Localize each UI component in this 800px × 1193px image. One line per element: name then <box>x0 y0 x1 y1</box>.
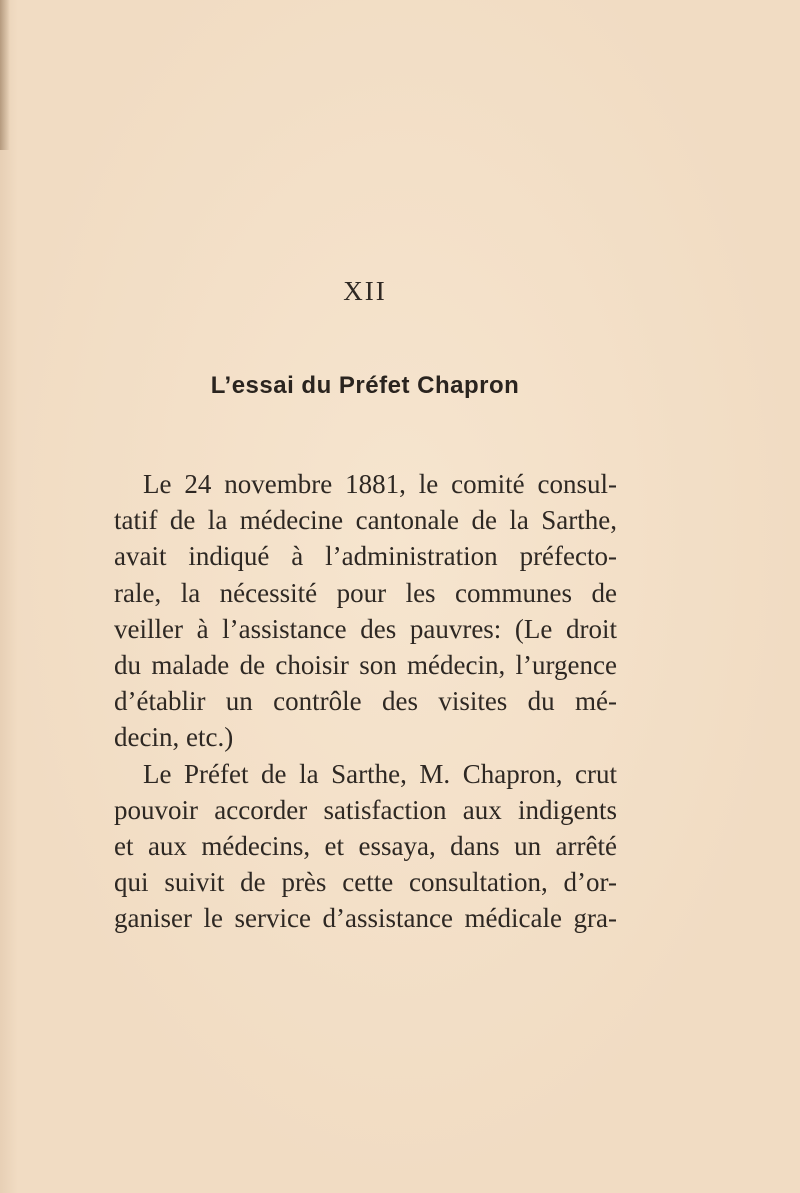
body-text <box>114 466 617 936</box>
text-line: avait indiqué à l’administration préfecto- <box>114 541 617 572</box>
text-line: Le Préfet de la Sarthe, M. Chapron, crut <box>143 758 617 789</box>
text-line: decin, etc.) <box>114 722 234 753</box>
text-line: du malade de choisir son médecin, l’urgence <box>114 649 617 680</box>
chapter-title: L’essai du Préfet Chapron <box>210 372 520 399</box>
text-line: veiller à l’assistance des pauvres: (Le droit <box>114 613 617 644</box>
text-line: rale, la nécessité pour les communes de <box>114 577 617 608</box>
text-line: pouvoir accorder satisfaction aux indigents <box>114 794 617 825</box>
binding-shadow <box>0 0 10 150</box>
text-line: tatif de la médecine cantonale de la Sarthe, <box>114 505 617 536</box>
paragraph <box>114 756 617 937</box>
text-line: Le 24 novembre 1881, le comité consul- <box>143 469 617 499</box>
text-line: d’établir un contrôle des visites du mé- <box>114 686 617 717</box>
paragraph <box>114 466 617 756</box>
text-line: qui suivit de près cette consultation, d’or- <box>114 867 617 898</box>
text-line: ganiser le service d’assistance médicale gra- <box>114 903 617 934</box>
text-line: et aux médecins, et essaya, dans un arrêté <box>114 830 617 861</box>
chapter-number: XII <box>343 276 387 306</box>
